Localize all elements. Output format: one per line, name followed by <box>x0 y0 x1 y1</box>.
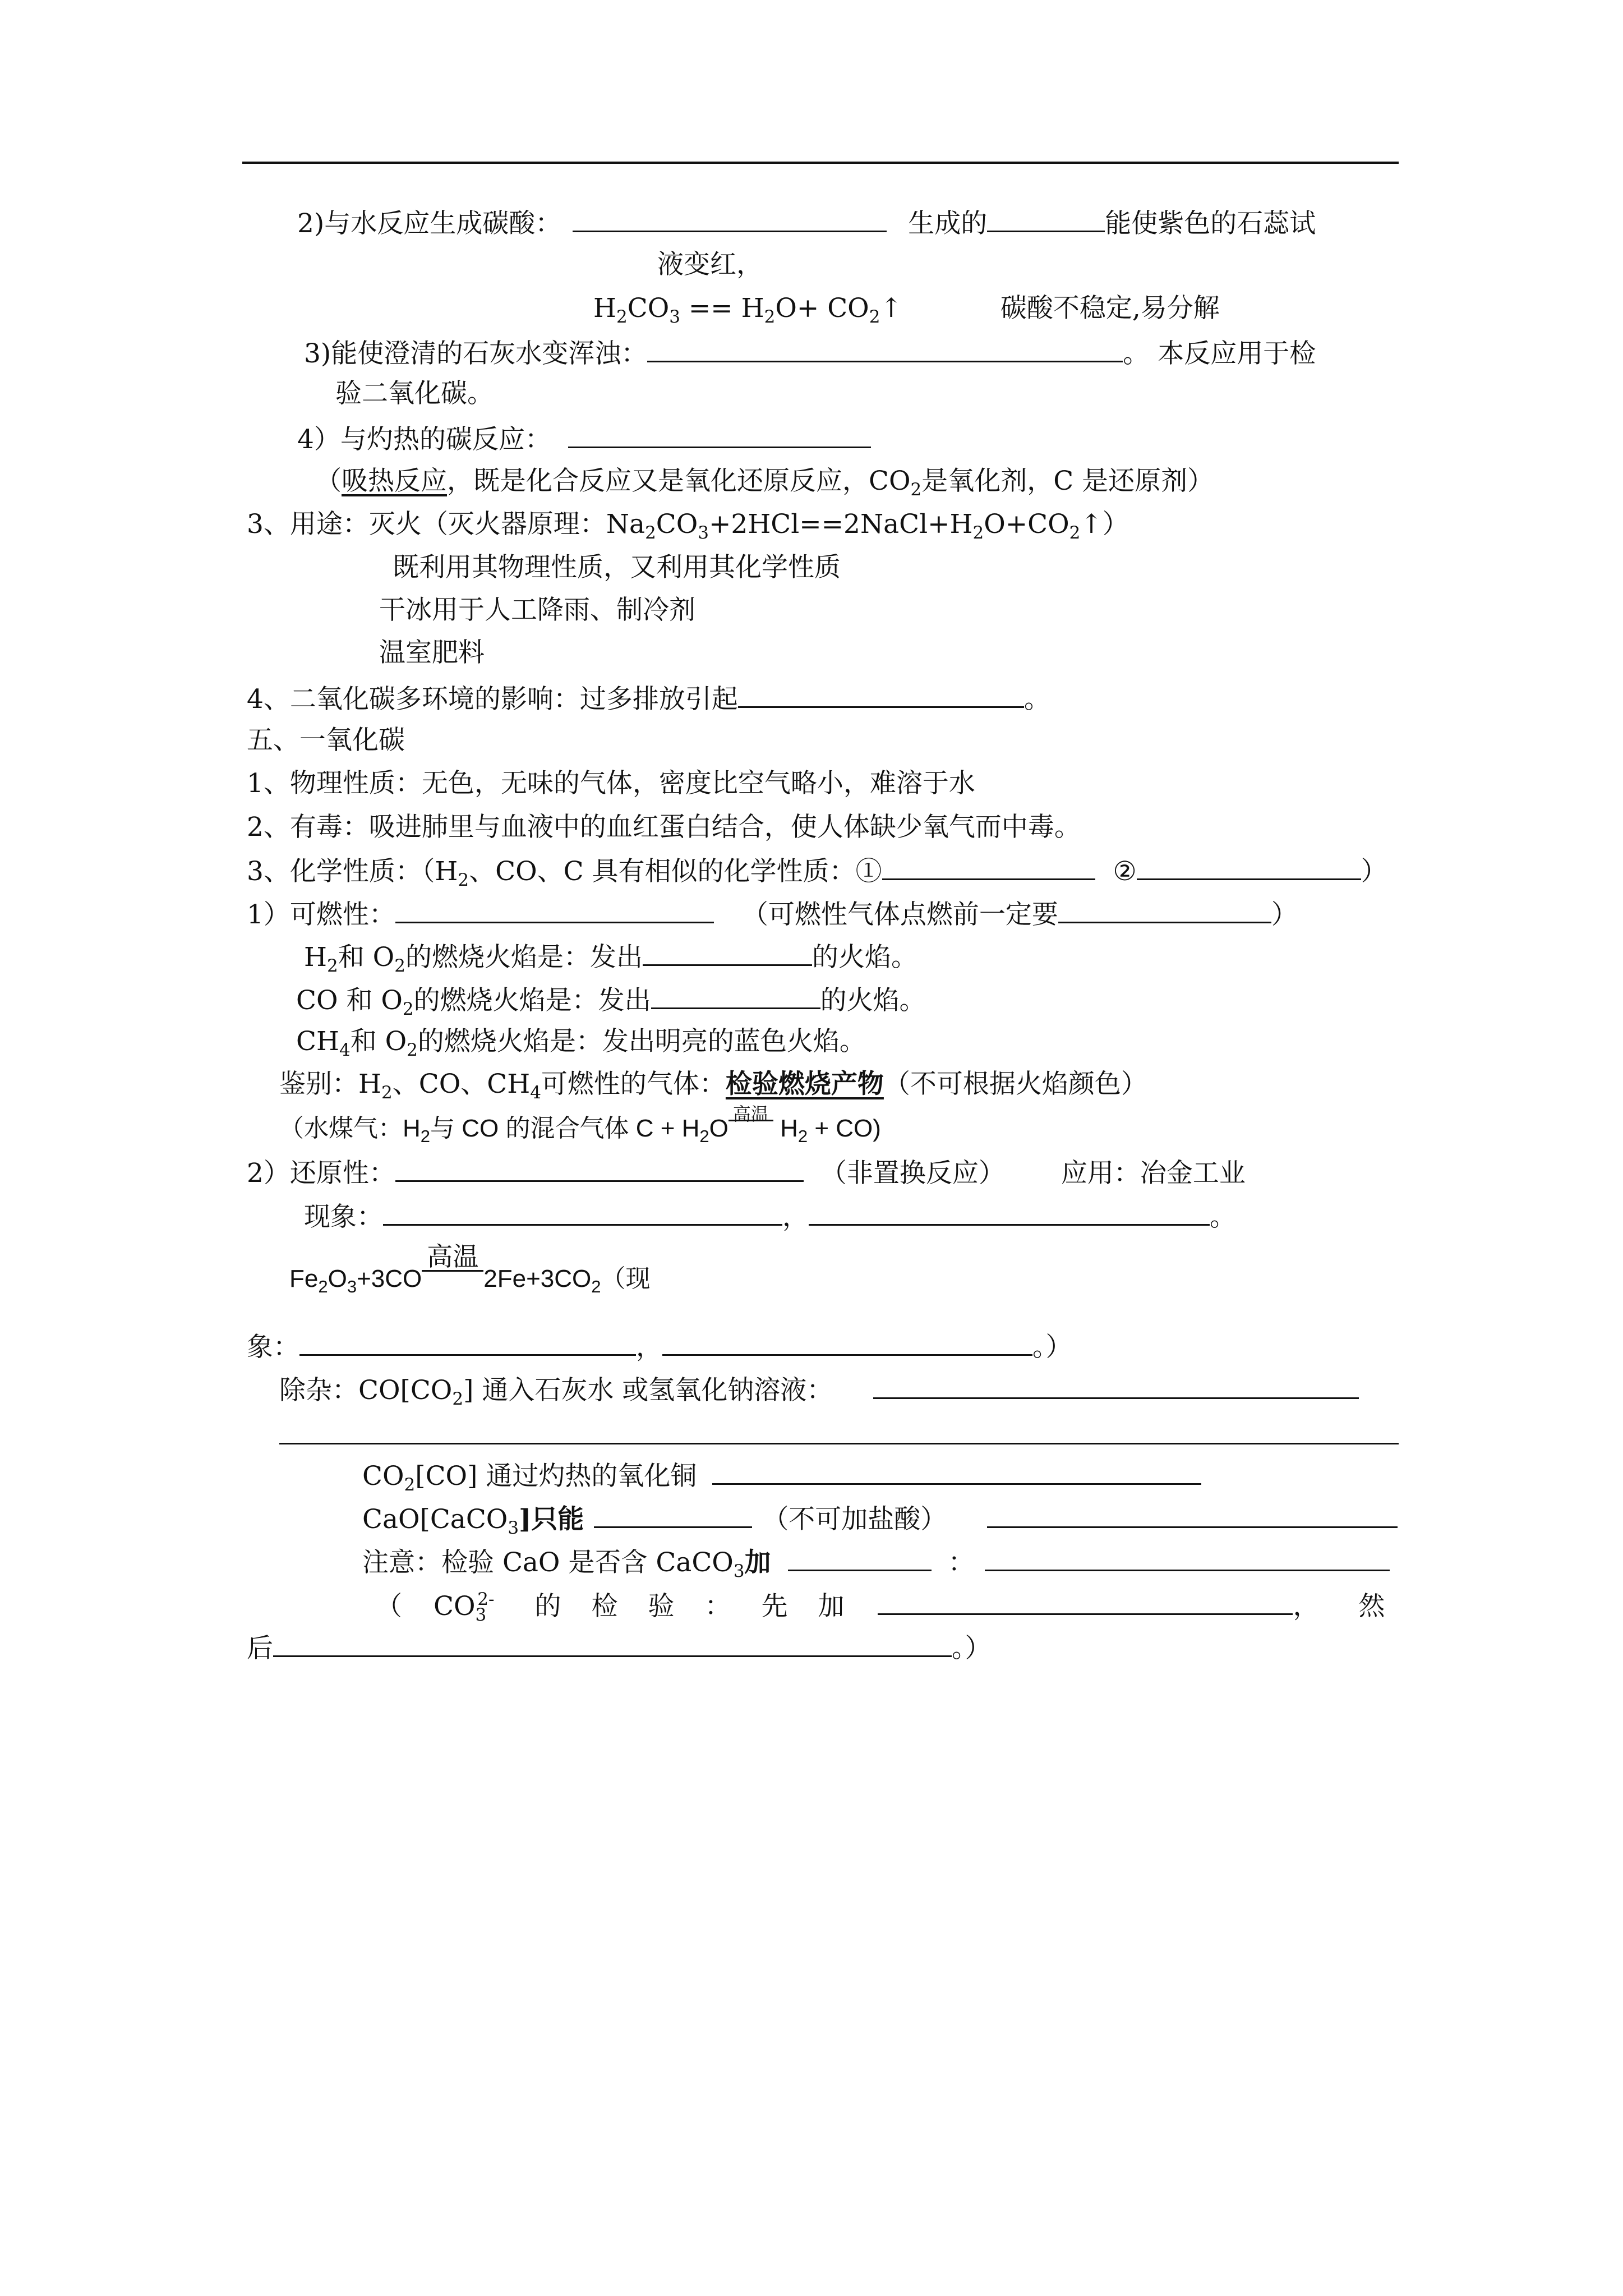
answer-blank[interactable] <box>594 1501 752 1528</box>
line-9: 既利用其物理性质，又利用其化学性质 <box>393 552 841 583</box>
line-10: 干冰用于人工降雨、制冷剂 <box>379 595 695 625</box>
line-16: 3、化学性质：（$H_2$、CO、C 具有相似的化学性质：① ② ） <box>247 853 1387 889</box>
answer-blank[interactable] <box>383 1198 782 1226</box>
section-heading: 五、一氧化碳 <box>247 725 405 756</box>
answer-blank[interactable] <box>809 1198 1210 1226</box>
line-3-equation: $H_2CO_3 == H_2O+$ $CO_2↑$ 碳酸不稳定,易分解 <box>593 293 1220 327</box>
answer-blank[interactable] <box>395 1154 804 1182</box>
header-rule <box>242 162 1399 164</box>
line-30: CaO[CaCO$_3$]只能 （不可加盐酸） <box>362 1501 1398 1536</box>
answer-blank[interactable] <box>788 1544 932 1571</box>
line-8: 3、用途：灭火（灭火器原理：$Na_2CO_3+2HCl==2NaCl+H_2O+CO_2↑$） <box>247 509 1129 543</box>
line-5: 验二氧化碳。 <box>335 378 494 409</box>
line-6: 4）与灼热的碳反应： <box>297 421 871 457</box>
answer-line[interactable] <box>279 1443 1399 1444</box>
text: 碳酸不稳定,易分解 <box>1000 293 1220 324</box>
line-20: $CH_4$和 $O_2$的燃烧火焰是：发出明亮的蓝色火焰。 <box>296 1026 866 1060</box>
line-15: 2、有毒：吸进肺里与血液中的血红蛋白结合，使人体缺少氧气而中毒。 <box>247 812 1081 843</box>
text: 2)与水反应生成碳酸： <box>297 208 562 239</box>
line-27: 除杂：$CO[CO_2]$ 通入石灰水 或氢氧化钠溶液： <box>279 1372 1359 1407</box>
line-21: 鉴别：$H_2$、CO、$CH_4$可燃性的气体：检验燃烧产物（不可根据火焰颜色） <box>279 1069 1147 1103</box>
reaction-condition: 高温 <box>728 1112 773 1145</box>
answer-blank[interactable] <box>299 1328 636 1356</box>
answer-blank[interactable] <box>568 421 871 448</box>
text: 能使紫色的石蕊试 <box>1105 208 1316 239</box>
line-23: 2）还原性： （非置换反应） 应用：冶金工业 <box>247 1154 1246 1190</box>
answer-blank[interactable] <box>985 1544 1390 1571</box>
line-17: 1）可燃性： （可燃性气体点燃前一定要 ） <box>247 896 1298 932</box>
line-33: 后 。） <box>247 1630 992 1665</box>
line-2 <box>657 248 763 282</box>
answer-blank[interactable] <box>273 1630 952 1657</box>
line-18: $H_2$和 $O_2$的燃烧火焰是：发出 的火焰。 <box>304 938 917 974</box>
answer-blank[interactable] <box>395 896 714 923</box>
line-29: $CO_2[CO]$ 通过灼热的氧化铜 <box>362 1457 1201 1493</box>
answer-blank[interactable] <box>878 1588 1293 1615</box>
answer-blank[interactable] <box>1137 853 1361 880</box>
text: 生成的 <box>908 208 988 239</box>
line-25-equation: $Fe_2O_3+3CO$ 高温 $2Fe+3CO_2$（现 <box>289 1241 651 1296</box>
up-arrow-icon: ↑ <box>880 293 902 324</box>
answer-blank[interactable] <box>873 1372 1359 1399</box>
line-31: 注意：检验 CaO 是否含 CaCO$_3$加 ： <box>362 1544 1390 1580</box>
answer-blank[interactable] <box>647 335 1123 362</box>
answer-blank[interactable] <box>712 1457 1201 1485</box>
reaction-condition: 高温 <box>422 1262 483 1296</box>
answer-blank[interactable] <box>643 938 812 966</box>
line-4: 3)能使澄清的石灰水变浑浊： 。 本反应用于检 <box>304 335 1316 371</box>
answer-blank[interactable] <box>662 1328 1032 1356</box>
answer-blank[interactable] <box>738 680 1024 708</box>
line-22: （水煤气：$H_2$与 CO 的混合气体 $C + H_2O$ 高温 $H_2 + CO$) <box>279 1104 881 1146</box>
line-1 <box>297 205 1316 241</box>
line-19: CO 和 $O_2$的燃烧火焰是：发出 的火焰。 <box>296 982 926 1018</box>
answer-blank[interactable] <box>573 205 887 232</box>
line-7: （吸热反应，既是化合反应又是氧化还原反应，$CO_2$是氧化剂，C 是还原剂） <box>315 466 1214 500</box>
line-32: （ $CO_3^{2-}$ 的 检 验 ： 先 加 ， 然 <box>376 1588 1385 1623</box>
answer-blank[interactable] <box>882 853 1095 880</box>
answer-blank[interactable] <box>987 1501 1398 1528</box>
answer-blank[interactable] <box>651 982 820 1009</box>
text: 液变红， <box>657 249 763 280</box>
line-12: 4、二氧化碳多环境的影响：过多排放引起 。 <box>247 680 1050 716</box>
line-24: 现象： ， 。 <box>304 1198 1236 1234</box>
line-14: 1、物理性质：无色，无味的气体，密度比空气略小，难溶于水 <box>247 768 975 799</box>
answer-blank[interactable] <box>1058 896 1271 923</box>
line-11: 温室肥料 <box>379 637 485 668</box>
answer-blank[interactable] <box>987 205 1105 232</box>
line-26: 象： ， 。） <box>247 1328 1072 1364</box>
